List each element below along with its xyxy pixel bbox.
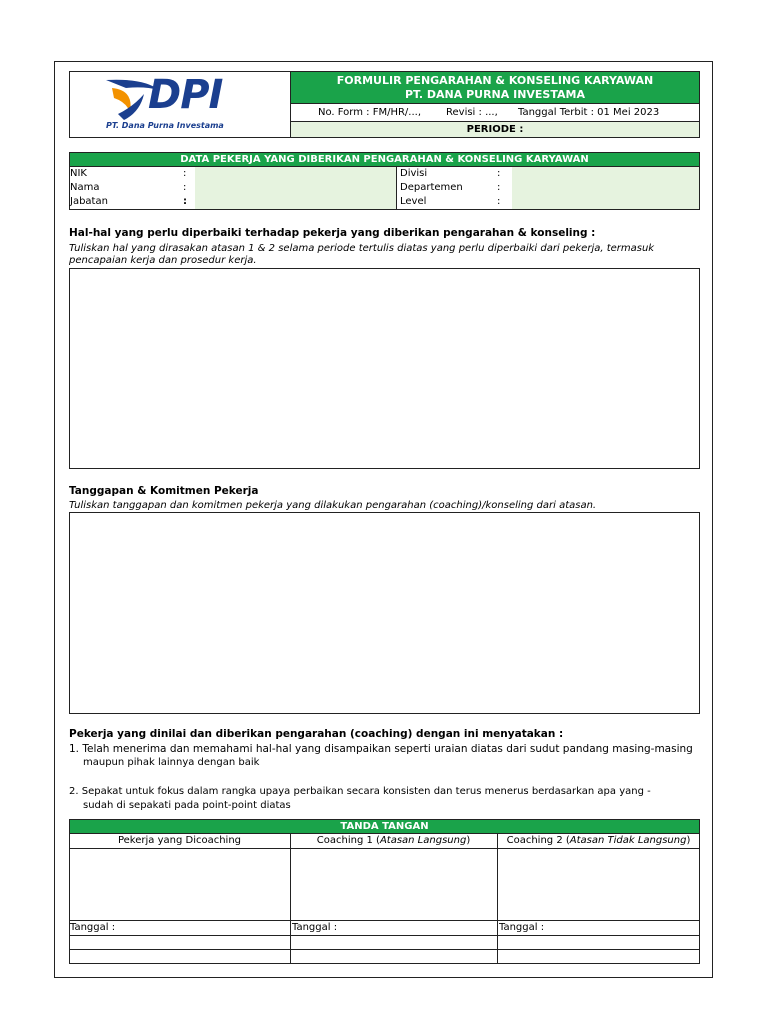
nama-label: Nama [70, 182, 100, 193]
response-instruction: Tuliskan tanggapan dan komitmen pekerja yang dilakukan pengarahan (coaching)/konseling dari atasan. [69, 500, 597, 511]
sig-box-employee[interactable] [70, 849, 289, 919]
sig-col-coach-1 [290, 835, 497, 846]
level-label: Level [400, 196, 427, 207]
employee-section-title: DATA PEKERJA YANG DIBERIKAN PENGARAHAN & KONSELING KARYAWAN [69, 152, 700, 167]
jabatan-label: Jabatan [70, 196, 108, 207]
coach-1-role: Atasan Langsung [379, 835, 467, 846]
divisi-label: Divisi [400, 168, 428, 179]
logo-text: DPI [148, 72, 223, 118]
form-number: No. Form : FM/HR/..., [318, 107, 421, 118]
sig-row-divider-1 [69, 935, 700, 936]
sig-date-coach-1: Tanggal : [292, 922, 338, 933]
statement-heading: Pekerja yang dinilai dan diberikan pengarahan (coaching) dengan ini menyatakan : [69, 728, 564, 740]
divisi-field[interactable] [512, 167, 699, 209]
title-line-2: PT. DANA PURNA INVESTAMA [405, 88, 585, 101]
issue-date: Tanggal Terbit : 01 Mei 2023 [518, 107, 660, 118]
improvement-instruction-1: Tuliskan hal yang dirasakan atasan 1 & 2 selama periode tertulis diatas yang perlu diperbaiki dari pekerja, termasuk [69, 243, 655, 254]
nik-colon: : [183, 168, 187, 179]
statement-item-1-line-1: 1. Telah menerima dan memahami hal-hal yang disampaikan seperti uraian diatas dari sudut pandang masing-masing [69, 743, 693, 755]
departemen-label: Departemen [400, 182, 463, 193]
dpi-logo [104, 72, 244, 132]
statement-item-1-line-2: maupun pihak lainnya dengan baik [83, 757, 260, 768]
improvement-instruction-2: pencapaian kerja dan prosedur kerja. [69, 255, 257, 266]
periode-row [290, 121, 700, 138]
coach-1-suffix: ) [466, 835, 471, 846]
revision: Revisi : ..., [446, 107, 498, 118]
form-title [290, 71, 700, 104]
response-heading: Tanggapan & Komitmen Pekerja [69, 485, 259, 497]
departemen-colon: : [497, 182, 501, 193]
statement-item-2-line-1: 2. Sepakat untuk fokus dalam rangka upaya perbaikan secara konsisten dan terus menerus berdasarkan apa yang - [69, 786, 651, 797]
coach-2-suffix: ) [686, 835, 691, 846]
divider [396, 166, 397, 210]
sig-date-employee: Tanggal : [70, 922, 116, 933]
company-tagline: PT. Dana Purna Investama [106, 121, 224, 130]
coach-2-role: Atasan Tidak Langsung [569, 835, 687, 846]
title-line-1: FORMULIR PENGARAHAN & KONSELING KARYAWAN [336, 74, 654, 87]
sig-row-divider-2 [69, 949, 700, 950]
response-textarea[interactable] [69, 512, 700, 714]
nik-label: NIK [70, 168, 87, 179]
nik-field[interactable] [195, 167, 396, 209]
jabatan-colon: : [183, 196, 187, 207]
signature-title: TANDA TANGAN [69, 819, 700, 834]
periode-label: PERIODE : [466, 124, 524, 135]
sig-col-employee: Pekerja yang Dicoaching [117, 835, 242, 846]
sig-date-divider [69, 920, 700, 921]
sig-box-coach-2[interactable] [498, 849, 699, 919]
sig-box-coach-1[interactable] [291, 849, 496, 919]
level-colon: : [497, 196, 501, 207]
sig-date-coach-2: Tanggal : [499, 922, 545, 933]
divisi-colon: : [497, 168, 501, 179]
nama-colon: : [183, 182, 187, 193]
statement-item-2-line-2: sudah di sepakati pada point-point diatas [83, 800, 291, 811]
improvement-textarea[interactable] [69, 268, 700, 469]
improvement-heading: Hal-hal yang perlu diperbaiki terhadap pekerja yang diberikan pengarahan & konseling : [69, 227, 596, 239]
coach-1-prefix: Coaching 1 ( [316, 835, 380, 846]
sig-col-coach-2 [497, 835, 700, 846]
coach-2-prefix: Coaching 2 ( [506, 835, 570, 846]
